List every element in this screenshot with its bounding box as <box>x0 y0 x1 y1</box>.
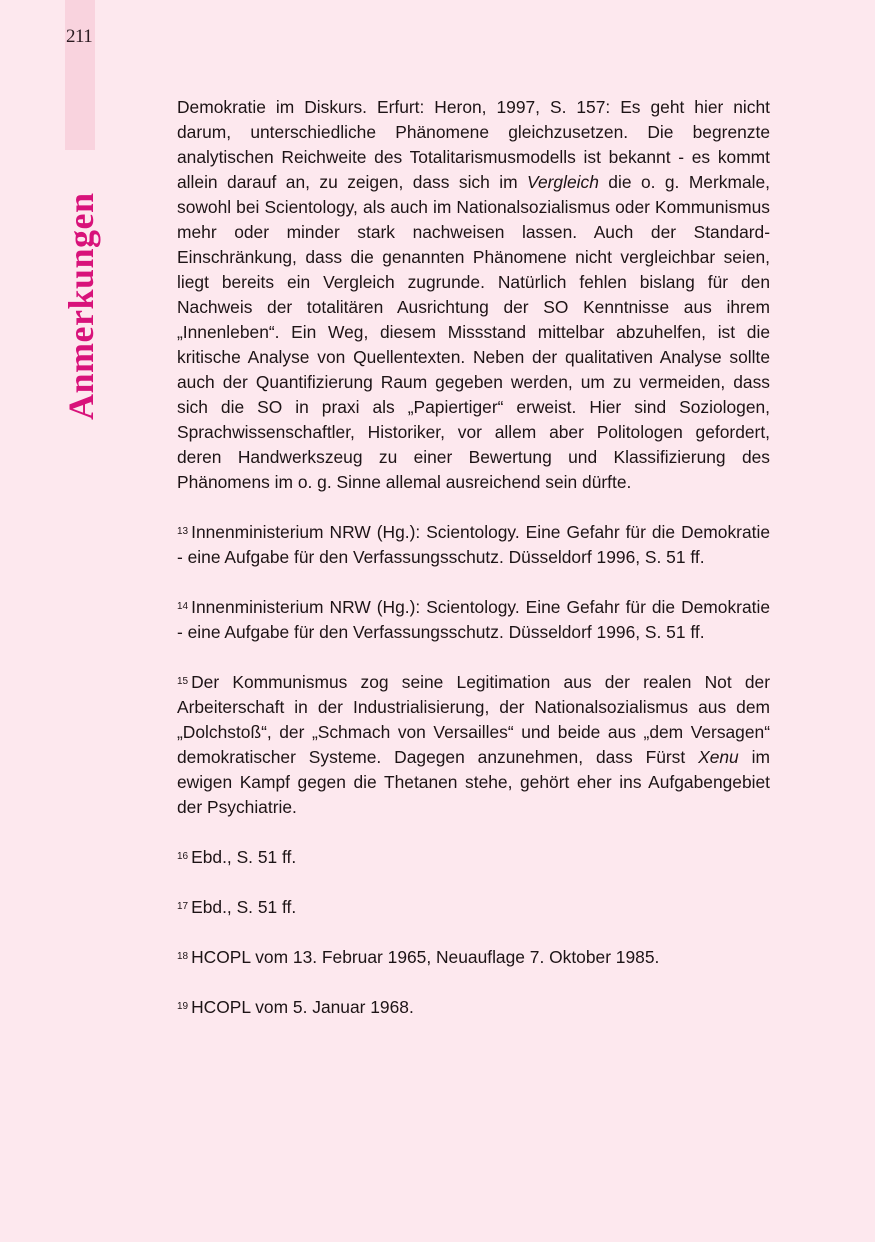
page-number: 211 <box>66 26 93 47</box>
footnote-number: 15 <box>177 676 189 687</box>
footnote-text: Ebd., S. 51 ff. <box>191 847 297 867</box>
footnote-14 <box>177 595 770 645</box>
footnote-number: 13 <box>177 526 189 537</box>
continued-note-paragraph <box>177 95 770 495</box>
footnote-19 <box>177 995 770 1020</box>
footnote-text: im ewigen Kampf gegen die Thetanen stehe, gehört eher ins Aufgabengebiet der Psychiatrie. <box>177 747 770 817</box>
footnote-16 <box>177 845 770 870</box>
footnote-number: 17 <box>177 901 189 912</box>
section-title: Anmerkungen <box>61 192 101 420</box>
footnote-number: 18 <box>177 951 189 962</box>
footnote-number: 19 <box>177 1001 189 1012</box>
footnote-number: 16 <box>177 851 189 862</box>
footnote-number: 14 <box>177 601 189 612</box>
text: Demokratie im Diskurs. Erfurt: Heron, 1997, S. 157: Es geht hier nicht darum, unterschiedliche Phänomene gleichzusetzen. Die begrenzte analytischen Reichweite des Totalitarismusmodells ist bekannt - es kommt allein darauf an, zu zeigen, dass sich im <box>177 97 770 192</box>
emphasis-text: Vergleich <box>527 172 599 192</box>
page-margin-strip <box>65 0 95 150</box>
footnote-text: Der Kommunismus zog seine Legitimation aus der realen Not der Arbeiterschaft in der Industrialisierung, der Nationalsozialismus aus dem „Dolchstoß“, der „Schmach von Versailles“ und beide aus „dem Versagen“ demokratischer Systeme. Dagegen anzunehmen, dass Fürst <box>177 672 770 767</box>
footnote-text: HCOPL vom 5. Januar 1968. <box>191 997 414 1017</box>
footnote-17 <box>177 895 770 920</box>
footnote-text: Ebd., S. 51 ff. <box>191 897 297 917</box>
footnote-15 <box>177 670 770 820</box>
footnote-text: HCOPL vom 13. Februar 1965, Neuauflage 7. Oktober 1985. <box>191 947 660 967</box>
notes-body <box>177 95 770 1045</box>
emphasis-text: Xenu <box>698 747 739 767</box>
footnote-text: Innenministerium NRW (Hg.): Scientology. Eine Gefahr für die Demokratie - eine Aufgabe für den Verfassungsschutz. Düsseldorf 1996, S. 51 ff. <box>177 597 770 642</box>
text: die o. g. Merkmale, sowohl bei Scientology, als auch im Nationalsozialismus oder Kommunismus mehr oder minder stark nachweisen lassen. Auch der Standard-Einschränkung, dass die genannten Phänomene nicht vergleichbar seien, liegt bereits ein Vergleich zugrunde. Natürlich fehlen bislang für den Nachweis der totalitären Ausrichtung der SO Kenntnisse aus ihrem „Innenleben“. Ein Weg, diesem Missstand mittelbar abzuhelfen, ist die kritische Analyse von Quellentexten. Neben der qualitativen Analyse sollte auch der Quantifizierung Raum gegeben werden, um zu vermeiden, dass sich die SO in praxi als „Papiertiger“ erweist. Hier sind Soziologen, Sprachwissenschaftler, Historiker, vor allem aber Politologen gefordert, deren Handwerkszeug zu einer Bewertung und Klassifizierung des Phänomens im o. g. Sinne allemal ausreichend sein dürfte. <box>177 172 770 492</box>
footnote-text: Innenministerium NRW (Hg.): Scientology. Eine Gefahr für die Demokratie - eine Aufgabe für den Verfassungsschutz. Düsseldorf 1996, S. 51 ff. <box>177 522 770 567</box>
footnote-18 <box>177 945 770 970</box>
footnote-13 <box>177 520 770 570</box>
